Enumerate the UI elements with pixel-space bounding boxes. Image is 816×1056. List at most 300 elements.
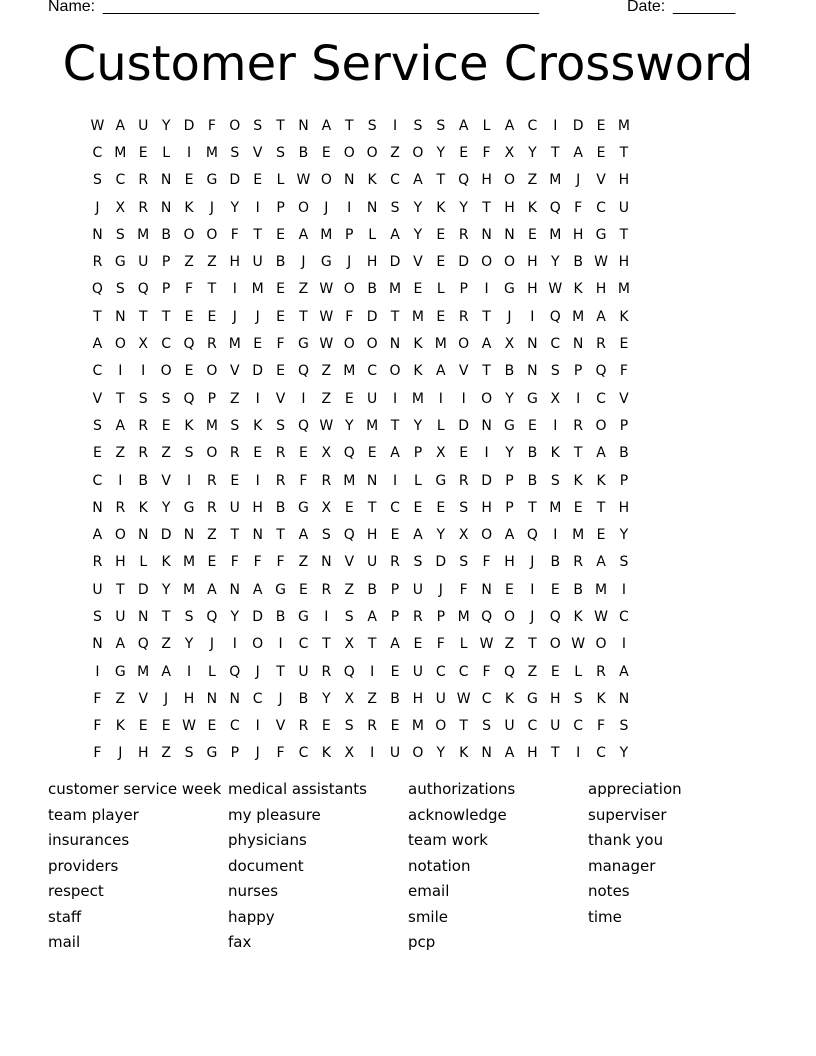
grid-letter: L — [436, 281, 445, 298]
grid-letter: E — [138, 718, 148, 735]
grid-letter: Y — [161, 117, 171, 134]
grid-letter: I — [118, 363, 123, 380]
grid-letter: M — [137, 663, 150, 680]
grid-letter: M — [251, 281, 264, 298]
grid-letter: I — [553, 527, 558, 544]
grid-letter: M — [411, 390, 424, 407]
grid-letter: B — [138, 472, 149, 489]
grid-letter: T — [344, 117, 354, 134]
grid-letter: L — [207, 663, 216, 680]
grid-letter: P — [505, 499, 514, 516]
grid-letter: R — [138, 199, 149, 216]
grid-letter: C — [298, 636, 309, 653]
grid-letter: P — [230, 745, 240, 762]
grid-letter: E — [299, 445, 308, 462]
grid-letter: Z — [321, 363, 332, 380]
grid-letter: M — [594, 581, 608, 598]
grid-letter: H — [527, 281, 538, 298]
grid-letter: N — [344, 172, 355, 189]
grid-letter: B — [527, 472, 538, 489]
grid-letter: Y — [413, 199, 423, 216]
grid-letter: S — [276, 417, 286, 434]
grid-letter: T — [161, 308, 171, 325]
grid-letter: L — [162, 144, 171, 161]
grid-letter: H — [549, 690, 561, 707]
grid-letter: D — [435, 554, 447, 571]
grid-letter: E — [276, 363, 285, 380]
word-item: notes — [588, 882, 630, 900]
grid-letter: R — [207, 336, 217, 353]
grid-letter: I — [621, 581, 626, 598]
grid-letter: R — [92, 554, 103, 571]
grid-letter: I — [255, 718, 260, 735]
grid-letter: T — [322, 636, 331, 653]
grid-letter: E — [459, 144, 469, 161]
grid-row — [86, 576, 746, 603]
grid-letter: V — [252, 144, 263, 161]
grid-letter: F — [93, 690, 102, 707]
grid-letter: O — [595, 417, 607, 434]
grid-letter: C — [550, 336, 561, 353]
grid-letter: M — [114, 144, 127, 161]
grid-letter: W — [571, 636, 586, 653]
grid-letter: M — [343, 363, 356, 380]
grid-letter: J — [278, 690, 283, 707]
grid-letter: H — [137, 745, 149, 762]
grid-letter: P — [161, 254, 171, 271]
grid-letter: I — [438, 390, 443, 407]
grid-row — [86, 248, 746, 275]
grid-letter: Y — [413, 226, 423, 243]
word-item: notation — [408, 856, 471, 875]
grid-letter: P — [619, 417, 629, 434]
grid-letter: D — [160, 527, 172, 544]
grid-letter: J — [209, 636, 214, 653]
grid-letter: U — [138, 254, 149, 271]
grid-letter: S — [459, 499, 469, 516]
grid-letter: N — [366, 472, 378, 489]
grid-letter: T — [230, 527, 240, 544]
word-item: document — [228, 856, 304, 875]
word-item: fax — [228, 933, 252, 951]
grid-letter: U — [298, 663, 309, 680]
grid-letter: B — [275, 254, 286, 271]
grid-letter: O — [412, 745, 424, 762]
grid-letter: H — [504, 554, 515, 571]
grid-letter: N — [137, 527, 149, 544]
word-item: acknowledge — [408, 805, 507, 824]
grid-letter: Z — [161, 636, 171, 653]
grid-letter: N — [160, 172, 172, 189]
grid-letter: E — [436, 254, 446, 271]
grid-letter: E — [390, 663, 400, 680]
grid-letter: K — [573, 472, 583, 489]
grid-letter: Z — [298, 554, 309, 571]
grid-letter: F — [184, 281, 194, 298]
grid-letter: F — [574, 199, 583, 216]
grid-letter: A — [504, 117, 515, 134]
grid-letter: R — [458, 472, 469, 489]
grid-letter: R — [298, 718, 309, 735]
grid-letter: O — [297, 199, 309, 216]
grid-letter: K — [413, 363, 423, 380]
grid-letter: E — [93, 445, 102, 462]
grid-row — [86, 467, 746, 494]
grid-letter: C — [92, 363, 103, 380]
grid-letter: H — [481, 172, 492, 189]
grid-letter: P — [345, 226, 354, 243]
grid-letter: M — [137, 226, 150, 243]
grid-letter: B — [275, 608, 286, 625]
grid-letter: N — [481, 417, 492, 434]
grid-letter: C — [115, 172, 126, 189]
grid-row — [86, 685, 746, 712]
grid-row — [86, 412, 746, 439]
grid-letter: H — [115, 554, 126, 571]
grid-letter: E — [619, 336, 629, 353]
grid-letter: A — [390, 636, 400, 653]
grid-letter: C — [229, 718, 240, 735]
grid-letter: B — [573, 581, 583, 598]
grid-letter: H — [618, 499, 630, 516]
grid-letter: F — [207, 117, 216, 134]
grid-letter: I — [255, 199, 260, 216]
grid-letter: P — [505, 472, 514, 489]
grid-letter: S — [230, 417, 240, 434]
grid-letter: M — [617, 281, 630, 298]
grid-letter: E — [161, 718, 171, 735]
grid-letter: H — [229, 254, 241, 271]
grid-letter: W — [594, 608, 608, 625]
grid-letter: H — [183, 690, 195, 707]
grid-letter: Y — [322, 690, 331, 707]
grid-letter: I — [392, 472, 398, 489]
grid-letter: L — [368, 226, 377, 243]
grid-letter: E — [390, 718, 400, 735]
grid-letter: E — [138, 144, 148, 161]
grid-letter: Z — [527, 172, 538, 189]
grid-letter: T — [550, 144, 560, 161]
grid-letter: B — [504, 363, 515, 380]
grid-letter: R — [390, 554, 400, 571]
grid-letter: F — [93, 745, 102, 762]
grid-letter: F — [93, 718, 102, 735]
grid-letter: Z — [207, 254, 217, 271]
grid-letter: U — [412, 581, 424, 598]
grid-letter: T — [367, 499, 377, 516]
grid-letter: R — [229, 445, 240, 462]
grid-letter: T — [619, 144, 629, 161]
grid-letter: W — [319, 281, 334, 298]
grid-letter: R — [458, 308, 469, 325]
grid-letter: Q — [343, 527, 355, 544]
grid-letter: R — [596, 336, 606, 353]
grid-letter: V — [619, 390, 629, 407]
grid-letter: B — [573, 254, 583, 271]
grid-letter: K — [573, 608, 583, 625]
grid-letter: W — [319, 336, 334, 353]
grid-letter: J — [576, 172, 581, 189]
grid-letter: Z — [161, 445, 171, 462]
grid-letter: F — [299, 472, 308, 489]
grid-letter: M — [549, 499, 562, 516]
grid-letter: E — [230, 472, 240, 489]
grid-letter: X — [504, 144, 515, 161]
grid-letter: C — [481, 690, 492, 707]
grid-letter: P — [619, 472, 629, 489]
grid-letter: N — [321, 554, 332, 571]
grid-letter: N — [137, 608, 149, 625]
grid-letter: F — [597, 718, 606, 735]
grid-letter: E — [413, 281, 423, 298]
grid-letter: C — [527, 718, 538, 735]
grid-letter: O — [160, 363, 172, 380]
grid-letter: H — [366, 254, 378, 271]
grid-letter: E — [253, 445, 263, 462]
grid-letter: O — [343, 336, 355, 353]
grid-letter: W — [319, 308, 334, 325]
grid-letter: N — [206, 690, 218, 707]
grid-letter: M — [572, 308, 585, 325]
grid-letter: X — [504, 336, 515, 353]
grid-letter: G — [526, 690, 538, 707]
grid-letter: S — [344, 718, 354, 735]
grid-letter: M — [182, 554, 196, 571]
grid-letter: O — [343, 281, 355, 298]
word-item: respect — [48, 882, 104, 900]
grid-letter: R — [138, 172, 149, 189]
grid-letter: U — [435, 690, 446, 707]
grid-letter: A — [92, 336, 103, 353]
grid-letter: C — [527, 117, 538, 134]
grid-letter: G — [183, 499, 195, 516]
grid-letter: K — [550, 445, 560, 462]
grid-letter: G — [435, 472, 447, 489]
grid-letter: Z — [367, 690, 377, 707]
grid-letter: W — [479, 636, 494, 653]
grid-letter: E — [436, 499, 446, 516]
grid-letter: G — [206, 745, 218, 762]
grid-letter: Z — [344, 581, 355, 598]
grid-letter: X — [115, 199, 126, 216]
grid-letter: V — [413, 254, 423, 271]
grid-letter: F — [482, 144, 491, 161]
grid-letter: N — [481, 581, 492, 598]
grid-letter: S — [619, 718, 629, 735]
word-item: pcp — [408, 933, 436, 951]
grid-letter: R — [321, 581, 332, 598]
grid-letter: Z — [321, 390, 332, 407]
grid-letter: E — [573, 499, 583, 516]
grid-row — [86, 713, 746, 740]
grid-letter: E — [276, 281, 285, 298]
grid-letter: C — [619, 608, 629, 625]
grid-row — [86, 221, 746, 248]
grid-letter: X — [321, 499, 332, 516]
grid-letter: Y — [505, 390, 514, 407]
grid-letter: K — [253, 417, 263, 434]
grid-letter: M — [434, 336, 447, 353]
grid-letter: R — [207, 472, 217, 489]
grid-letter: N — [115, 308, 126, 325]
grid-letter: T — [253, 226, 262, 243]
grid-letter: T — [276, 117, 285, 134]
grid-row — [86, 658, 746, 685]
grid-letter: U — [92, 581, 103, 598]
grid-letter: O — [206, 226, 218, 243]
grid-letter: Q — [229, 663, 241, 680]
grid-letter: C — [92, 144, 103, 161]
grid-letter: H — [481, 499, 492, 516]
grid-letter: M — [549, 226, 562, 243]
grid-letter: U — [412, 663, 424, 680]
grid-letter: T — [138, 308, 148, 325]
grid-letter: Y — [528, 144, 537, 161]
grid-letter: Z — [298, 281, 309, 298]
grid-letter: E — [413, 636, 423, 653]
grid-letter: G — [114, 663, 126, 680]
grid-letter: Y — [230, 199, 240, 216]
grid-letter: B — [390, 690, 400, 707]
grid-row — [86, 330, 746, 357]
grid-letter: B — [367, 581, 377, 598]
grid-letter: M — [411, 308, 424, 325]
grid-letter: C — [573, 718, 584, 735]
grid-letter: C — [390, 172, 400, 189]
grid-letter: X — [458, 527, 469, 544]
grid-letter: Y — [436, 144, 446, 161]
grid-letter: N — [389, 336, 401, 353]
grid-letter: T — [482, 308, 491, 325]
grid-letter: B — [550, 554, 561, 571]
grid-letter: J — [324, 199, 329, 216]
grid-letter: X — [436, 445, 446, 462]
grid-letter: Z — [184, 254, 194, 271]
grid-letter: I — [232, 281, 237, 298]
grid-letter: K — [321, 745, 331, 762]
grid-letter: S — [413, 554, 423, 571]
grid-letter: M — [343, 472, 356, 489]
grid-letter: N — [298, 117, 309, 134]
grid-letter: E — [184, 363, 194, 380]
grid-letter: S — [276, 144, 286, 161]
grid-letter: A — [573, 144, 583, 161]
grid-letter: I — [576, 745, 581, 762]
grid-letter: E — [459, 445, 469, 462]
grid-letter: O — [366, 336, 378, 353]
grid-letter: K — [184, 199, 194, 216]
grid-letter: S — [321, 527, 331, 544]
grid-letter: Q — [137, 636, 149, 653]
grid-letter: A — [207, 581, 217, 598]
grid-letter: P — [207, 390, 217, 407]
grid-letter: A — [458, 117, 469, 134]
grid-letter: Q — [183, 336, 195, 353]
grid-letter: S — [619, 554, 629, 571]
grid-letter: X — [344, 745, 355, 762]
grid-letter: F — [482, 663, 491, 680]
grid-letter: Q — [343, 663, 355, 680]
grid-letter: B — [275, 499, 286, 516]
grid-letter: G — [298, 336, 309, 353]
grid-letter: T — [550, 745, 560, 762]
grid-letter: E — [596, 117, 606, 134]
grid-letter: C — [252, 690, 263, 707]
grid-letter: R — [138, 417, 149, 434]
grid-letter: S — [436, 117, 446, 134]
grid-letter: F — [459, 581, 468, 598]
grid-letter: K — [161, 554, 171, 571]
grid-letter: R — [321, 663, 332, 680]
grid-letter: R — [413, 608, 423, 625]
grid-letter: D — [366, 308, 378, 325]
grid-letter: Q — [549, 199, 561, 216]
grid-letter: U — [115, 608, 126, 625]
grid-letter: N — [527, 363, 538, 380]
grid-letter: D — [389, 254, 401, 271]
grid-letter: H — [252, 499, 263, 516]
grid-letter: Y — [550, 254, 560, 271]
grid-letter: E — [276, 308, 285, 325]
grid-letter: V — [230, 363, 240, 380]
grid-letter: R — [275, 445, 286, 462]
grid-letter: K — [619, 308, 629, 325]
grid-letter: S — [573, 690, 583, 707]
grid-letter: X — [550, 390, 561, 407]
grid-letter: G — [320, 254, 332, 271]
grid-letter: E — [527, 417, 537, 434]
grid-letter: Q — [206, 608, 218, 625]
grid-letter: A — [115, 417, 126, 434]
grid-letter: X — [321, 445, 332, 462]
grid-letter: R — [573, 554, 584, 571]
grid-letter: O — [252, 636, 264, 653]
grid-letter: Z — [115, 445, 126, 462]
grid-row — [86, 112, 746, 139]
grid-letter: A — [481, 336, 492, 353]
grid-letter: K — [367, 172, 377, 189]
grid-letter: N — [252, 527, 263, 544]
grid-letter: K — [527, 199, 537, 216]
grid-letter: G — [114, 254, 126, 271]
grid-letter: A — [115, 117, 126, 134]
grid-letter: J — [232, 308, 237, 325]
grid-letter: I — [255, 472, 260, 489]
word-item: manager — [588, 856, 656, 875]
grid-letter: I — [347, 199, 352, 216]
grid-letter: U — [367, 390, 378, 407]
word-item: insurances — [48, 831, 130, 849]
grid-letter: Y — [619, 745, 629, 762]
grid-letter: E — [367, 445, 377, 462]
grid-letter: T — [390, 308, 400, 325]
grid-letter: L — [414, 472, 422, 489]
grid-letter: G — [526, 390, 538, 407]
grid-letter: J — [438, 581, 443, 598]
grid-letter: Y — [161, 499, 171, 516]
grid-letter: S — [459, 554, 469, 571]
grid-letter: Q — [137, 281, 149, 298]
grid-letter: H — [572, 226, 584, 243]
grid-letter: Z — [527, 663, 538, 680]
grid-letter: S — [93, 417, 102, 434]
grid-letter: R — [115, 499, 126, 516]
grid-letter: W — [594, 254, 608, 271]
grid-letter: V — [92, 390, 103, 407]
grid-letter: R — [92, 254, 103, 271]
grid-letter: H — [504, 199, 515, 216]
grid-letter: A — [619, 663, 629, 680]
